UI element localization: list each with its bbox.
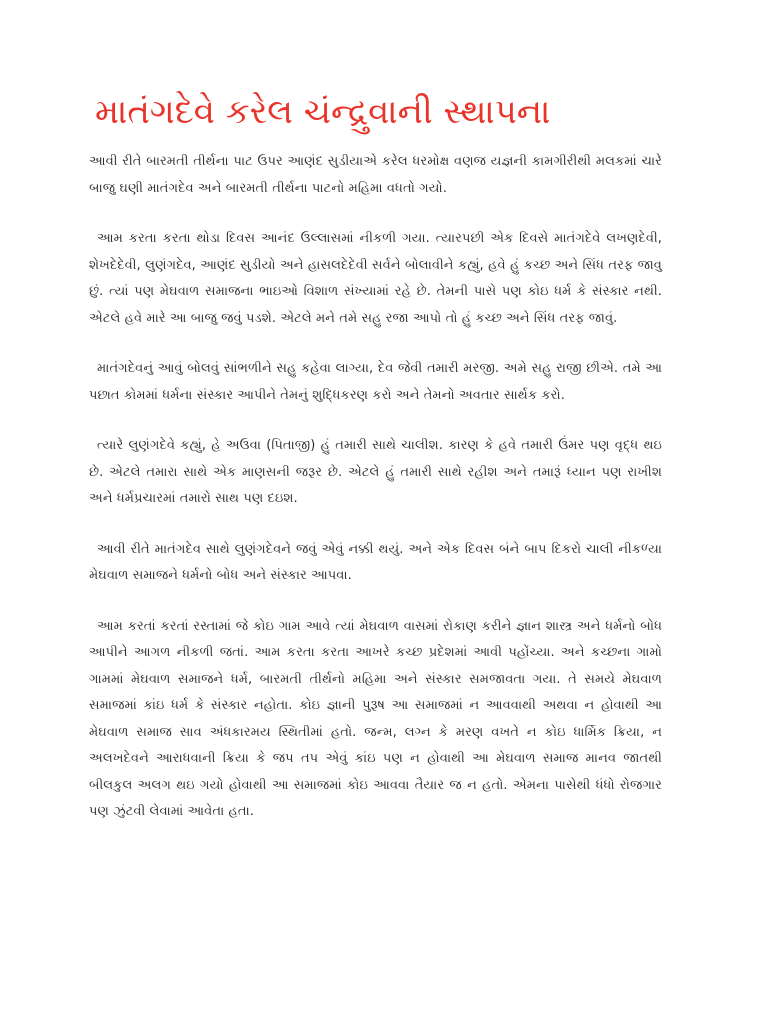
paragraph-1: આવી રીતે બારમતી તીર્થના પાટ ઉપર આણંદ સુડીયાએ કરેલ ધરમોક્ષ વણજ યજ્ઞની કામગીરીથી મલકમાં ચારે બાજુ ઘણી માતંગદેવ અને બારમતી તીર્થના પાટનો મહિમા વધતો ગયો. — [89, 154, 662, 196]
paragraph-2: આમ કરતા કરતા થોડા દિવસ આનંદ ઉલ્લાસમાં નીકળી ગયા. ત્યારપછી એક દિવસે માતંગદેવે લખણદેવી, શેખદેદેવી, લુણંગદેવ, આણંદ સુડીયો અને હાસલદેદેવી સર્વને બોલાવીને કહ્યું, હવે હું કચ્છ અને સિંધ તરફ જાવુ છું. ત્યાં પણ મેઘવાળ સમાજના ભાઇઓ વિશાળ સંખ્યામાં રહે છે. તેમની પાસે પણ કોઇ ધર્મ કે સંસ્કાર નથી. એટલે હવે મારે આ બાજુ જવું પડશે. એટલે મને તમે સહુ રજા આપો તો હું કચ્છ અને સિંધ તરફ જાવું. — [89, 231, 662, 326]
paragraph-5: આવી રીતે માતંગદેવ સાથે લુણંગદેવને જવું એવું નક્કી થયું. અને એક દિવસ બંને બાપ દિકરો ચાલી નીકળ્યા મેઘવાળ સમાજને ધર્મનો બોધ અને સંસ્કાર આપવા. — [89, 541, 662, 583]
paragraph-4: ત્યારે લુણંગદેવે કહ્યું, હે અઉવા (પિતાજી) હું તમારી સાથે ચાલીશ. કારણ કે હવે તમારી ઉંમર પણ વૃદ્ધ થઇ છે. એટલે તમારા સાથે એક માણસની જરૂર છે. એટલે હું તમારી સાથે રહીશ અને તમારૂં ધ્યાન પણ રાખીશ અને ધર્મપ્રચારમાં તમારો સાથ પણ દઇશ. — [89, 438, 662, 506]
paragraph-6: આમ કરતાં કરતાં રસ્તામાં જે કોઇ ગામ આવે ત્યાં મેઘવાળ વાસમાં રોકાણ કરીને જ્ઞાન શાસ્ત્ર અને ધર્મનો બોધ આપીને આગળ નીકળી જતાં. આમ કરતા કરતા આખરે કચ્છ પ્રદેશમાં આવી પહોંચ્યા. અને કચ્છના ગામો ગામમાં મેઘવાળ સમાજને ધર્મ, બારમતી તીર્થનો મહિમા અને સંસ્કાર સમજાવતા ગયા. તે સમયે મેઘવાળ સમાજમાં કાંઇ ધર્મ કે સંસ્કાર નહોતા. કોઇ જ્ઞાની પુરૂષ આ સમાજમાં ન આવવાથી અથવા ન હોવાથી આ મેઘવાળ સમાજ સાવ અંધકારમય સ્થિતીમાં હતો. જન્મ, લગ્ન કે મરણ વખતે ન કોઇ ધાર્મિક ક્રિયા, ન અલખદેવને આરાધવાની ક્રિયા કે જપ તપ એવું કાંઇ પણ ન હોવાથી આ મેઘવાળ સમાજ માનવ જાતથી બીલકુલ અલગ થઇ ગયો હોવાથી આ સમાજમાં કોઇ આવવા તૈયાર જ ન હતો. એમના પાસેથી ધંધો રોજગાર પણ ઝુંટવી લેવામાં આવેતા હતા. — [89, 618, 662, 819]
page-title: માતંગદેવે કરેલ ચંન્દ્રુવાની સ્થાપના — [95, 92, 551, 132]
paragraph-3: માતંગદેવનું આવું બોલવું સાંભળીને સહુ કહેવા લાગ્યા, દેવ જેવી તમારી મરજી. અમે સહુ રાજી છીએ. તમે આ પછાત કોમમાં ધર્મના સંસ્કાર આપીને તેમનું શુદ્ધિકરણ કરો અને તેમનો અવતાર સાર્થક કરો. — [89, 361, 662, 403]
